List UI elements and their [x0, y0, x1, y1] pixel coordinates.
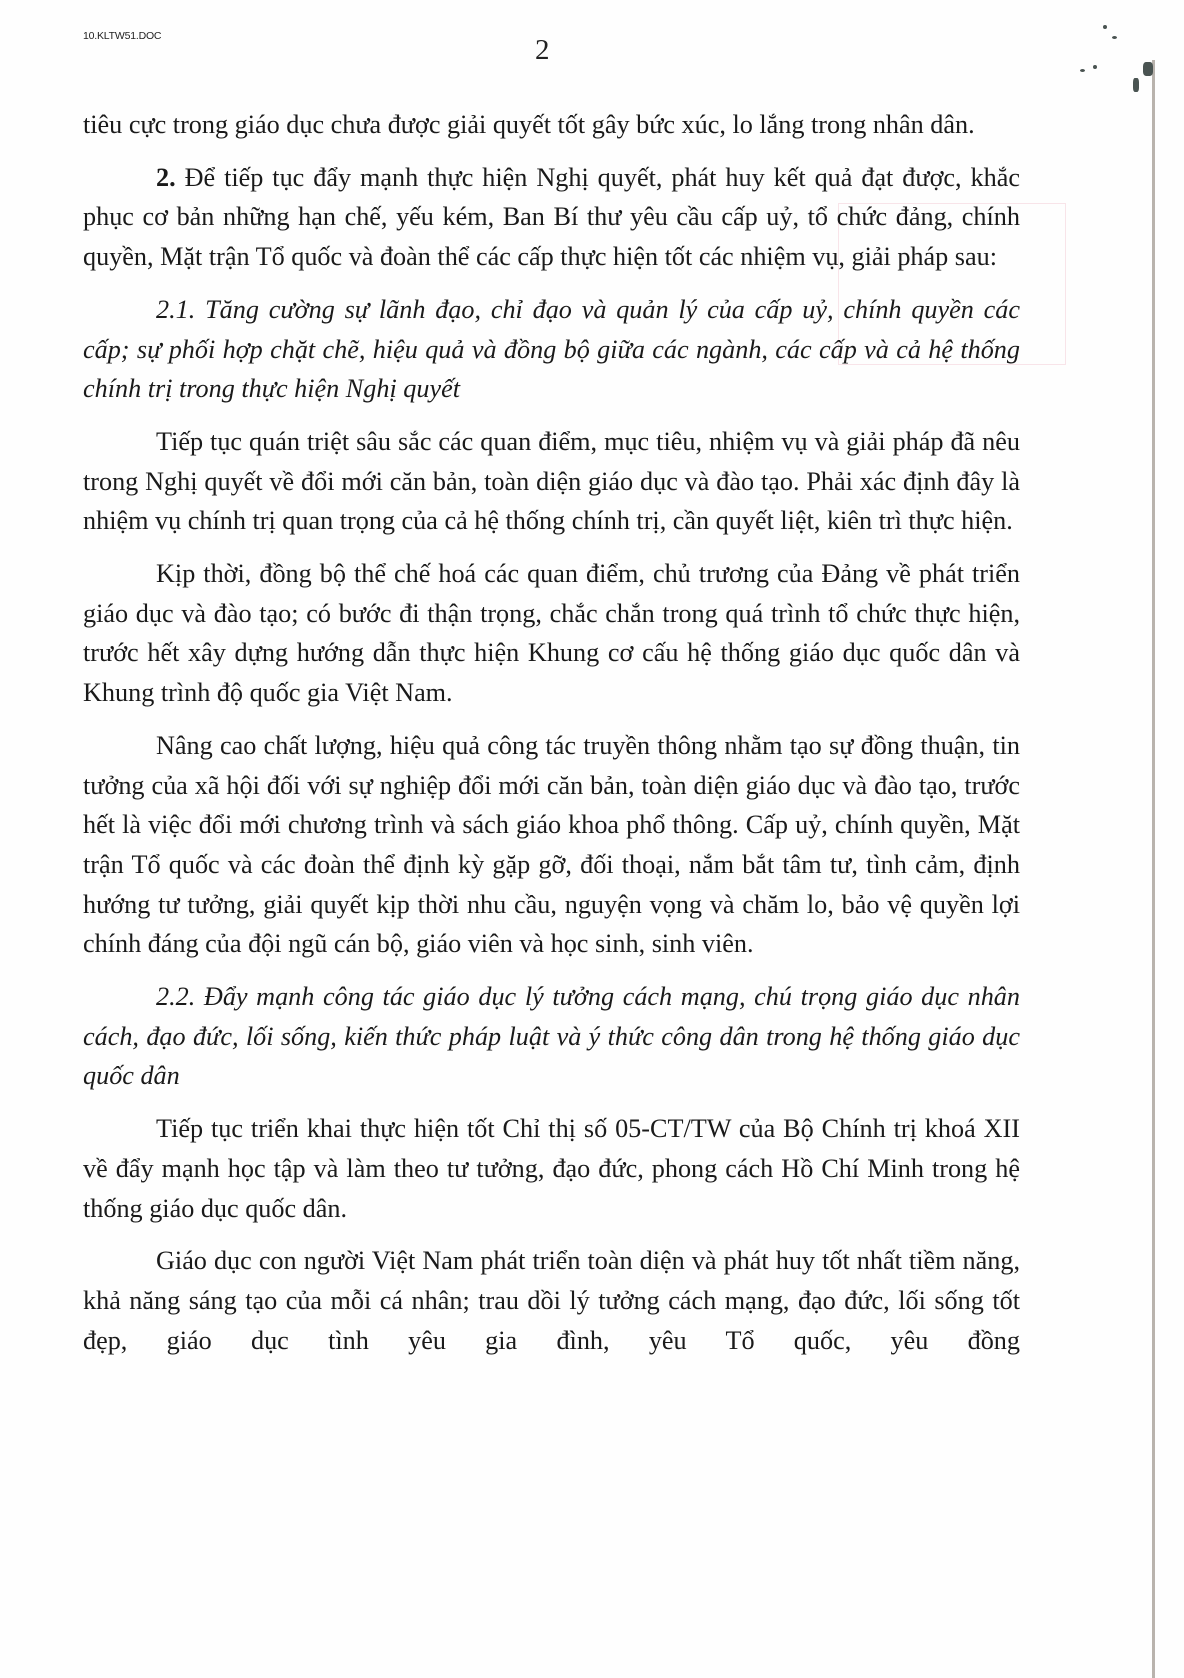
paragraph: Nâng cao chất lượng, hiệu quả công tác truyền thông nhằm tạo sự đồng thuận, tin tưởng của xã hội đối với sự nghiệp đổi mới căn bản, toàn diện giáo dục và đào tạo, trước hết là việc đổi mới chương trình và sách giáo khoa phổ thông. Cấp uỷ, chính quyền, Mặt trận Tổ quốc và các đoàn thể định kỳ gặp gỡ, đối thoại, nắm bắt tâm tư, tình cảm, định hướng tư tưởng, giải quyết kịp thời nhu cầu, nguyện vọng và chăm lo, bảo vệ quyền lợi chính đáng của đội ngũ cán bộ, giáo viên và học sinh, sinh viên. — [83, 730, 1020, 959]
paragraph: Kịp thời, đồng bộ thể chế hoá các quan điểm, chủ trương của Đảng về phát triển giáo dục và đào tạo; có bước đi thận trọng, chắc chắn trong quá trình tổ chức thực hiện, trước hết xây dựng hướng dẫn thực hiện Khung cơ cấu hệ thống giáo dục quốc dân và Khung trình độ quốc gia Việt Nam. — [83, 559, 1020, 708]
subheading-2-1: 2.1. Tăng cường sự lãnh đạo, chỉ đạo và quản lý của cấp uỷ, chính quyền các cấp; sự phối hợp chặt chẽ, hiệu quả và đồng bộ giữa các ngành, các cấp và cả hệ thống chính trị trong thực hiện Nghị quyết — [83, 294, 1020, 404]
page-edge-line — [1152, 60, 1155, 1678]
section-number: 2. — [156, 162, 176, 192]
scan-speck — [1103, 25, 1107, 29]
paragraph: Tiếp tục quán triệt sâu sắc các quan điểm, mục tiêu, nhiệm vụ và giải pháp đã nêu trong Nghị quyết về đổi mới căn bản, toàn diện giáo dục và đào tạo. Phải xác định đây là nhiệm vụ chính trị quan trọng của cả hệ thống chính trị, cần quyết liệt, kiên trì thực hiện. — [83, 426, 1020, 536]
scan-speck — [1080, 69, 1085, 72]
scan-speck — [1133, 78, 1139, 92]
scan-speck — [1093, 65, 1097, 69]
scan-speck — [1143, 62, 1153, 76]
header-file-name: 10.KLTW51.DOC — [83, 30, 162, 42]
scan-speck — [1112, 36, 1117, 39]
document-body — [83, 105, 1020, 1360]
paragraph-text: Để tiếp tục đẩy mạnh thực hiện Nghị quyết, phát huy kết quả đạt được, khắc phục cơ bản những hạn chế, yếu kém, Ban Bí thư yêu cầu cấp uỷ, tổ chức đảng, chính quyền, Mặt trận Tổ quốc và đoàn thể các cấp thực hiện tốt các nhiệm vụ, giải pháp sau: — [83, 162, 1020, 272]
page-number: 2 — [535, 34, 550, 66]
subheading-2-2: 2.2. Đẩy mạnh công tác giáo dục lý tưởng cách mạng, chú trọng giáo dục nhân cách, đạo đức, lối sống, kiến thức pháp luật và ý thức công dân trong hệ thống giáo dục quốc dân — [83, 982, 1020, 1091]
paragraph: Tiếp tục triển khai thực hiện tốt Chỉ thị số 05-CT/TW của Bộ Chính trị khoá XII về đẩy mạnh học tập và làm theo tư tưởng, đạo đức, phong cách Hồ Chí Minh trong hệ thống giáo dục quốc dân. — [83, 1114, 1020, 1223]
paragraph-continuation: tiêu cực trong giáo dục chưa được giải quyết tốt gây bức xúc, lo lắng trong nhân dân. — [83, 110, 975, 139]
paragraph-continues: Giáo dục con người Việt Nam phát triển toàn diện và phát huy tốt nhất tiềm năng, khả năng sáng tạo của mỗi cá nhân; trau dồi lý tưởng cách mạng, đạo đức, lối sống tốt đẹp, giáo dục tình yêu gia đình, yêu Tổ quốc, yêu đồng — [83, 1246, 1020, 1355]
paragraph-section-2 — [83, 158, 1020, 277]
